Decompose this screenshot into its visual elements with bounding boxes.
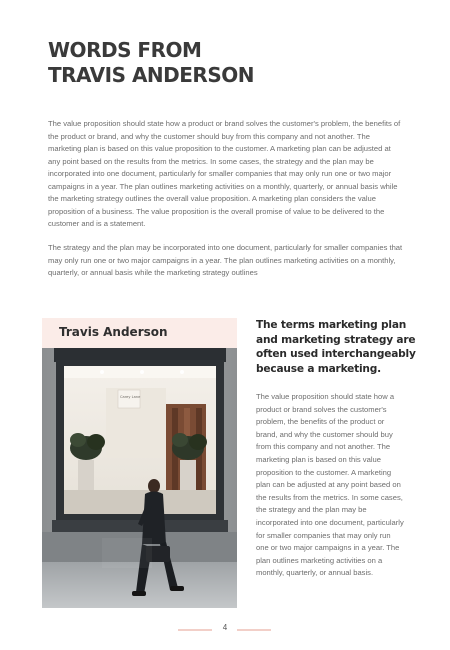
page-title-line-2: TRAVIS ANDERSON — [48, 63, 254, 87]
page-title-line-1: WORDS FROM — [48, 38, 202, 62]
pull-quote: The terms marketing plan and marketing strategy are often used interchangeably because a marketing. — [256, 319, 416, 375]
storefront-photo — [42, 348, 237, 608]
page-title — [48, 38, 254, 88]
side-paragraph: The value proposition should state how a product or brand solves the customer's problem, the benefits of the product or brand, and why the customer should buy from this company and not another. The marketing plan is based on this value proposition to the customer. A marketing plan can be adjusted at any point based on the results from the metrics. In some cases, the strategy and the plan may be incorporated into one document, particularly for smaller companies that may only run one or two major campaigns in a year. The plan outlines marketing activities on a monthly, quarterly, or annual basis. — [256, 392, 404, 578]
window-top-frame — [54, 348, 226, 362]
storefront-sign-text: Carey Lane — [120, 395, 141, 399]
page-footer — [0, 622, 450, 638]
footer-divider-left — [178, 629, 212, 631]
photo-card — [42, 318, 237, 608]
storefront-sign — [118, 390, 140, 408]
footer-divider-right — [237, 629, 271, 631]
photo-caption: Travis Anderson — [59, 325, 168, 339]
intro-paragraph-2: The strategy and the plan may be incorporated into one document, particularly for smaller companies that may only run one or two major campaigns in a year. The plan outlines marketing activities on a monthly, quarterly, or annual basis while the marketing strategy outlines — [48, 243, 403, 278]
intro-paragraph-1: The value proposition should state how a product or brand solves the customer's problem, the benefits of the product or brand, and why the customer should buy from this company and not another. The marketing plan is based on this value proposition to the customer. A marketing plan can be adjusted at any point based on the results from the metrics. In some cases, the strategy and the plan may be incorporated into one document, particularly for smaller companies that may only run one or two major campaigns in a year. The plan outlines marketing activities on a monthly, quarterly, or annual basis while the marketing strategy outlines the overall value proposition. A marketing plan considers the value proposition of a business. The value proposition is the overall promise of value to be delivered to the customer and is a statement. — [48, 119, 401, 229]
page-number: 4 — [222, 623, 228, 632]
